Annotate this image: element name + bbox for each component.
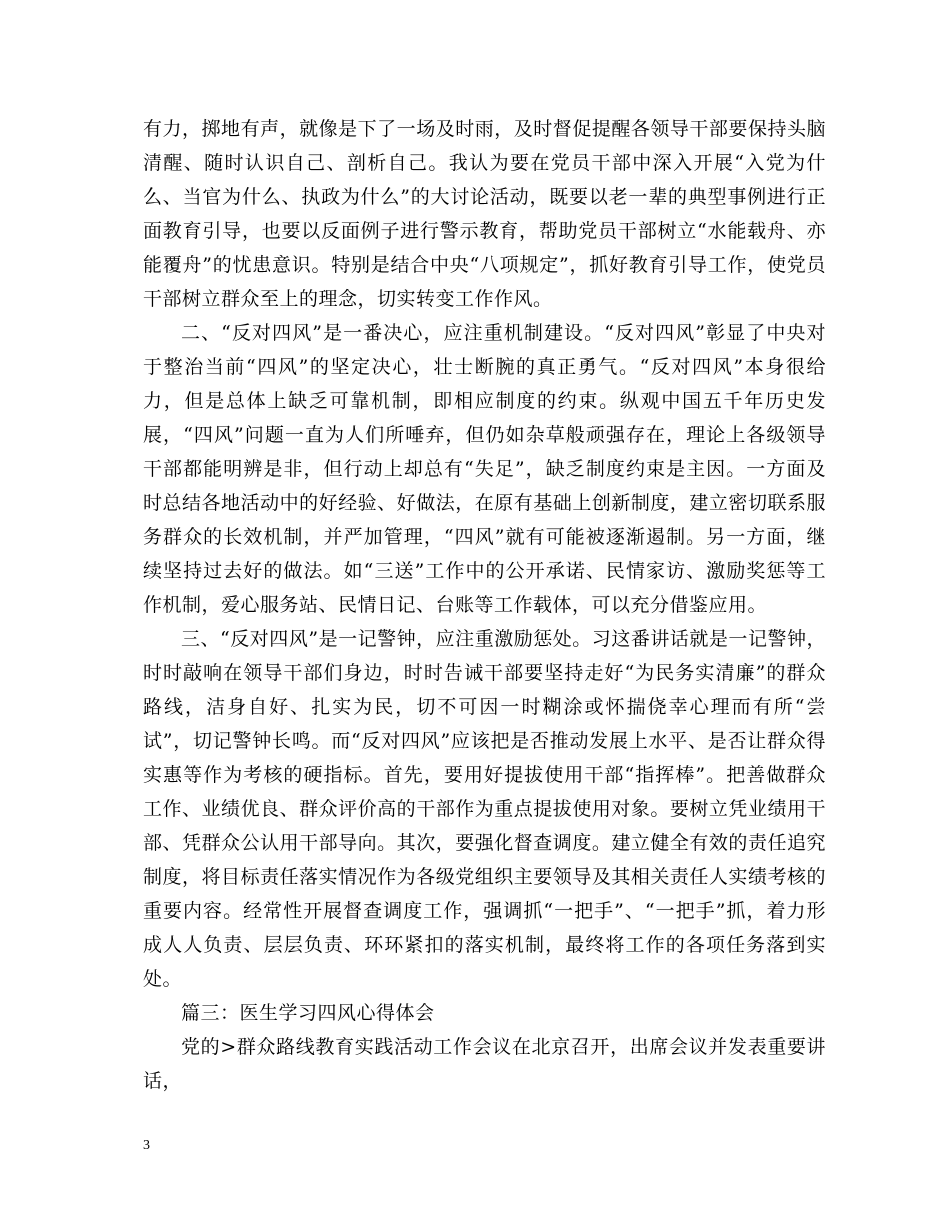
paragraph-section-two: 二、“反对四风”是一番决心，应注重机制建设。“反对四风”彰显了中央对于整治当前“四风”的坚定决心，壮士断腕的真正勇气。“反对四风”本身很给力，但是总体上缺乏可靠机制，即相应制度的约束。纵观中国五千年历史发展，“四风”问题一直为人们所唾弃，但仍如杂草般顽强存在，理论上各级领导干部都能明辨是非，但行动上却总有“失足”，缺乏制度约束是主因。一方面及时总结各地活动中的好经验、好做法，在原有基础上创新制度，建立密切联系服务群众的长效机制，并严加管理，“四风”就有可能被逐渐遏制。另一方面，继续坚持过去好的做法。如“三送”工作中的公开承诺、民情家访、激励奖惩等工作机制，爱心服务站、民情日记、台账等工作载体，可以充分借鉴应用。 — [143, 322, 826, 616]
section-heading: 篇三：医生学习四风心得体会 — [181, 1002, 435, 1024]
paragraph-section-start: 党的>群众路线教育实践活动工作会议在北京召开，出席会议并发表重要讲话， — [143, 1036, 826, 1092]
document-body — [143, 112, 826, 1098]
paragraph-continuation: 有力，掷地有声，就像是下了一场及时雨，及时督促提醒各领导干部要保持头脑清醒、随时认识自己、剖析自己。我认为要在党员干部中深入开展“入党为什么、当官为什么、执政为什么”的大讨论活动，既要以老一辈的典型事例进行正面教育引导，也要以反面例子进行警示教育，帮助党员干部树立“水能载舟、亦能覆舟”的忧患意识。特别是结合中央“八项规定”，抓好教育引导工作，使党员干部树立群众至上的理念，切实转变工作作风。 — [143, 118, 826, 310]
page-number: 3 — [143, 1138, 150, 1153]
paragraph-section-three: 三、“反对四风”是一记警钟，应注重激励惩处。习这番讲话就是一记警钟，时时敲响在领导干部们身边，时时告诫干部要坚持走好“为民务实清廉”的群众路线，洁身自好、扎实为民，切不可因一时糊涂或怀揣侥幸心理而有所“尝试”，切记警钟长鸣。而“反对四风”应该把是否推动发展上水平、是否让群众得实惠等作为考核的硬指标。首先，要用好提拔使用干部“指挥棒”。把善做群众工作、业绩优良、群众评价高的干部作为重点提拔使用对象。要树立凭业绩用干部、凭群众公认用干部导向。其次，要强化督查调度。建立健全有效的责任追究制度，将目标责任落实情况作为各级党组织主要领导及其相关责任人实绩考核的重要内容。经常性开展督查调度工作，强调抓“一把手”、“一把手”抓，着力形成人人负责、层层负责、环环紧扣的落实机制，最终将工作的各项任务落到实处。 — [143, 628, 826, 990]
